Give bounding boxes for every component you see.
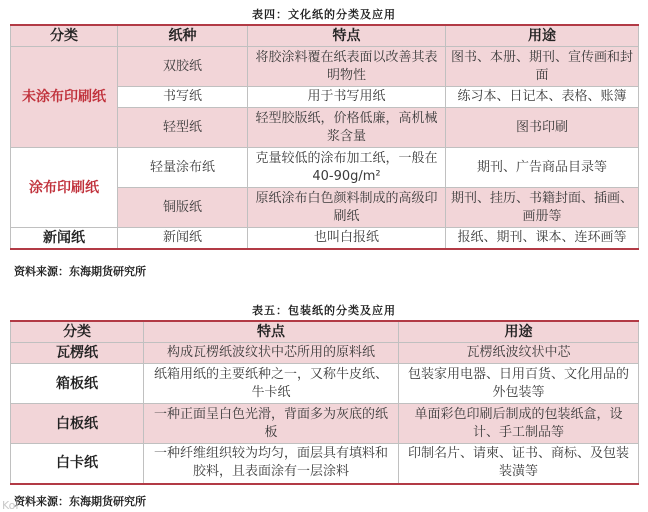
col-header-category: 分类 bbox=[11, 321, 144, 343]
table-row bbox=[11, 364, 639, 404]
type-cell: 铜版纸 bbox=[118, 188, 248, 228]
category-cell: 涂布印刷纸 bbox=[11, 148, 118, 228]
feature-cell: 原纸涂布白色颜料制成的高级印刷纸 bbox=[248, 188, 446, 228]
watermark: Kol bbox=[2, 499, 19, 512]
type-cell: 新闻纸 bbox=[118, 228, 248, 250]
table5-caption: 表五：包装纸的分类及应用 bbox=[252, 304, 396, 317]
use-cell: 图书、本册、期刊、宣传画和封面 bbox=[446, 47, 639, 87]
col-header-feature: 特点 bbox=[248, 25, 446, 47]
table4-source: 资料来源：东海期货研究所 bbox=[14, 265, 146, 278]
col-header-type: 纸种 bbox=[118, 25, 248, 47]
table-row bbox=[11, 404, 639, 444]
category-cell: 白板纸 bbox=[11, 404, 144, 444]
table-row bbox=[11, 343, 639, 364]
category-cell: 白卡纸 bbox=[11, 444, 144, 484]
feature-cell: 纸箱用纸的主要纸种之一，又称牛皮纸、牛卡纸 bbox=[144, 364, 399, 404]
feature-cell: 一种正面呈白色光滑，背面多为灰底的纸板 bbox=[144, 404, 399, 444]
use-cell: 练习本、日记本、表格、账簿 bbox=[446, 87, 639, 108]
type-cell: 轻型纸 bbox=[118, 108, 248, 148]
category-cell: 未涂布印刷纸 bbox=[11, 47, 118, 148]
type-cell: 轻量涂布纸 bbox=[118, 148, 248, 188]
use-cell: 期刊、挂历、书籍封面、插画、画册等 bbox=[446, 188, 639, 228]
type-cell: 双胶纸 bbox=[118, 47, 248, 87]
paper-classification-table bbox=[10, 24, 639, 250]
table-row bbox=[11, 444, 639, 484]
col-header-use: 用途 bbox=[446, 25, 639, 47]
col-header-category: 分类 bbox=[11, 25, 118, 47]
packaging-paper-table bbox=[10, 320, 639, 485]
col-header-use: 用途 bbox=[399, 321, 639, 343]
feature-cell: 轻型胶版纸，价格低廉，高机械浆含量 bbox=[248, 108, 446, 148]
use-cell: 瓦楞纸波纹状中芯 bbox=[399, 343, 639, 364]
use-cell: 印制名片、请柬、证书、商标、及包装装潢等 bbox=[399, 444, 639, 484]
col-header-feature: 特点 bbox=[144, 321, 399, 343]
use-cell: 包装家用电器、日用百货、文化用品的外包装等 bbox=[399, 364, 639, 404]
feature-cell: 克量较低的涂布加工纸，一般在 40-90g/m² bbox=[248, 148, 446, 188]
feature-cell: 一种纤维组织较为均匀，面层具有填料和胶料，且表面涂有一层涂料 bbox=[144, 444, 399, 484]
table-row bbox=[11, 148, 639, 188]
feature-cell: 构成瓦楞纸波纹状中芯所用的原料纸 bbox=[144, 343, 399, 364]
table4-caption: 表四：文化纸的分类及应用 bbox=[252, 8, 396, 21]
feature-cell: 将胶涂料覆在纸表面以改善其表明物性 bbox=[248, 47, 446, 87]
use-cell: 图书印刷 bbox=[446, 108, 639, 148]
category-cell: 箱板纸 bbox=[11, 364, 144, 404]
category-cell: 瓦楞纸 bbox=[11, 343, 144, 364]
table5-source: 资料来源：东海期货研究所 bbox=[14, 495, 146, 508]
use-cell: 报纸、期刊、课本、连环画等 bbox=[446, 228, 639, 250]
feature-cell: 用于书写用纸 bbox=[248, 87, 446, 108]
type-cell: 书写纸 bbox=[118, 87, 248, 108]
feature-cell: 也叫白报纸 bbox=[248, 228, 446, 250]
category-cell: 新闻纸 bbox=[11, 228, 118, 250]
use-cell: 期刊、广告商品目录等 bbox=[446, 148, 639, 188]
table-row bbox=[11, 47, 639, 87]
table-row bbox=[11, 228, 639, 250]
use-cell: 单面彩色印刷后制成的包装纸盒，设计、手工制品等 bbox=[399, 404, 639, 444]
